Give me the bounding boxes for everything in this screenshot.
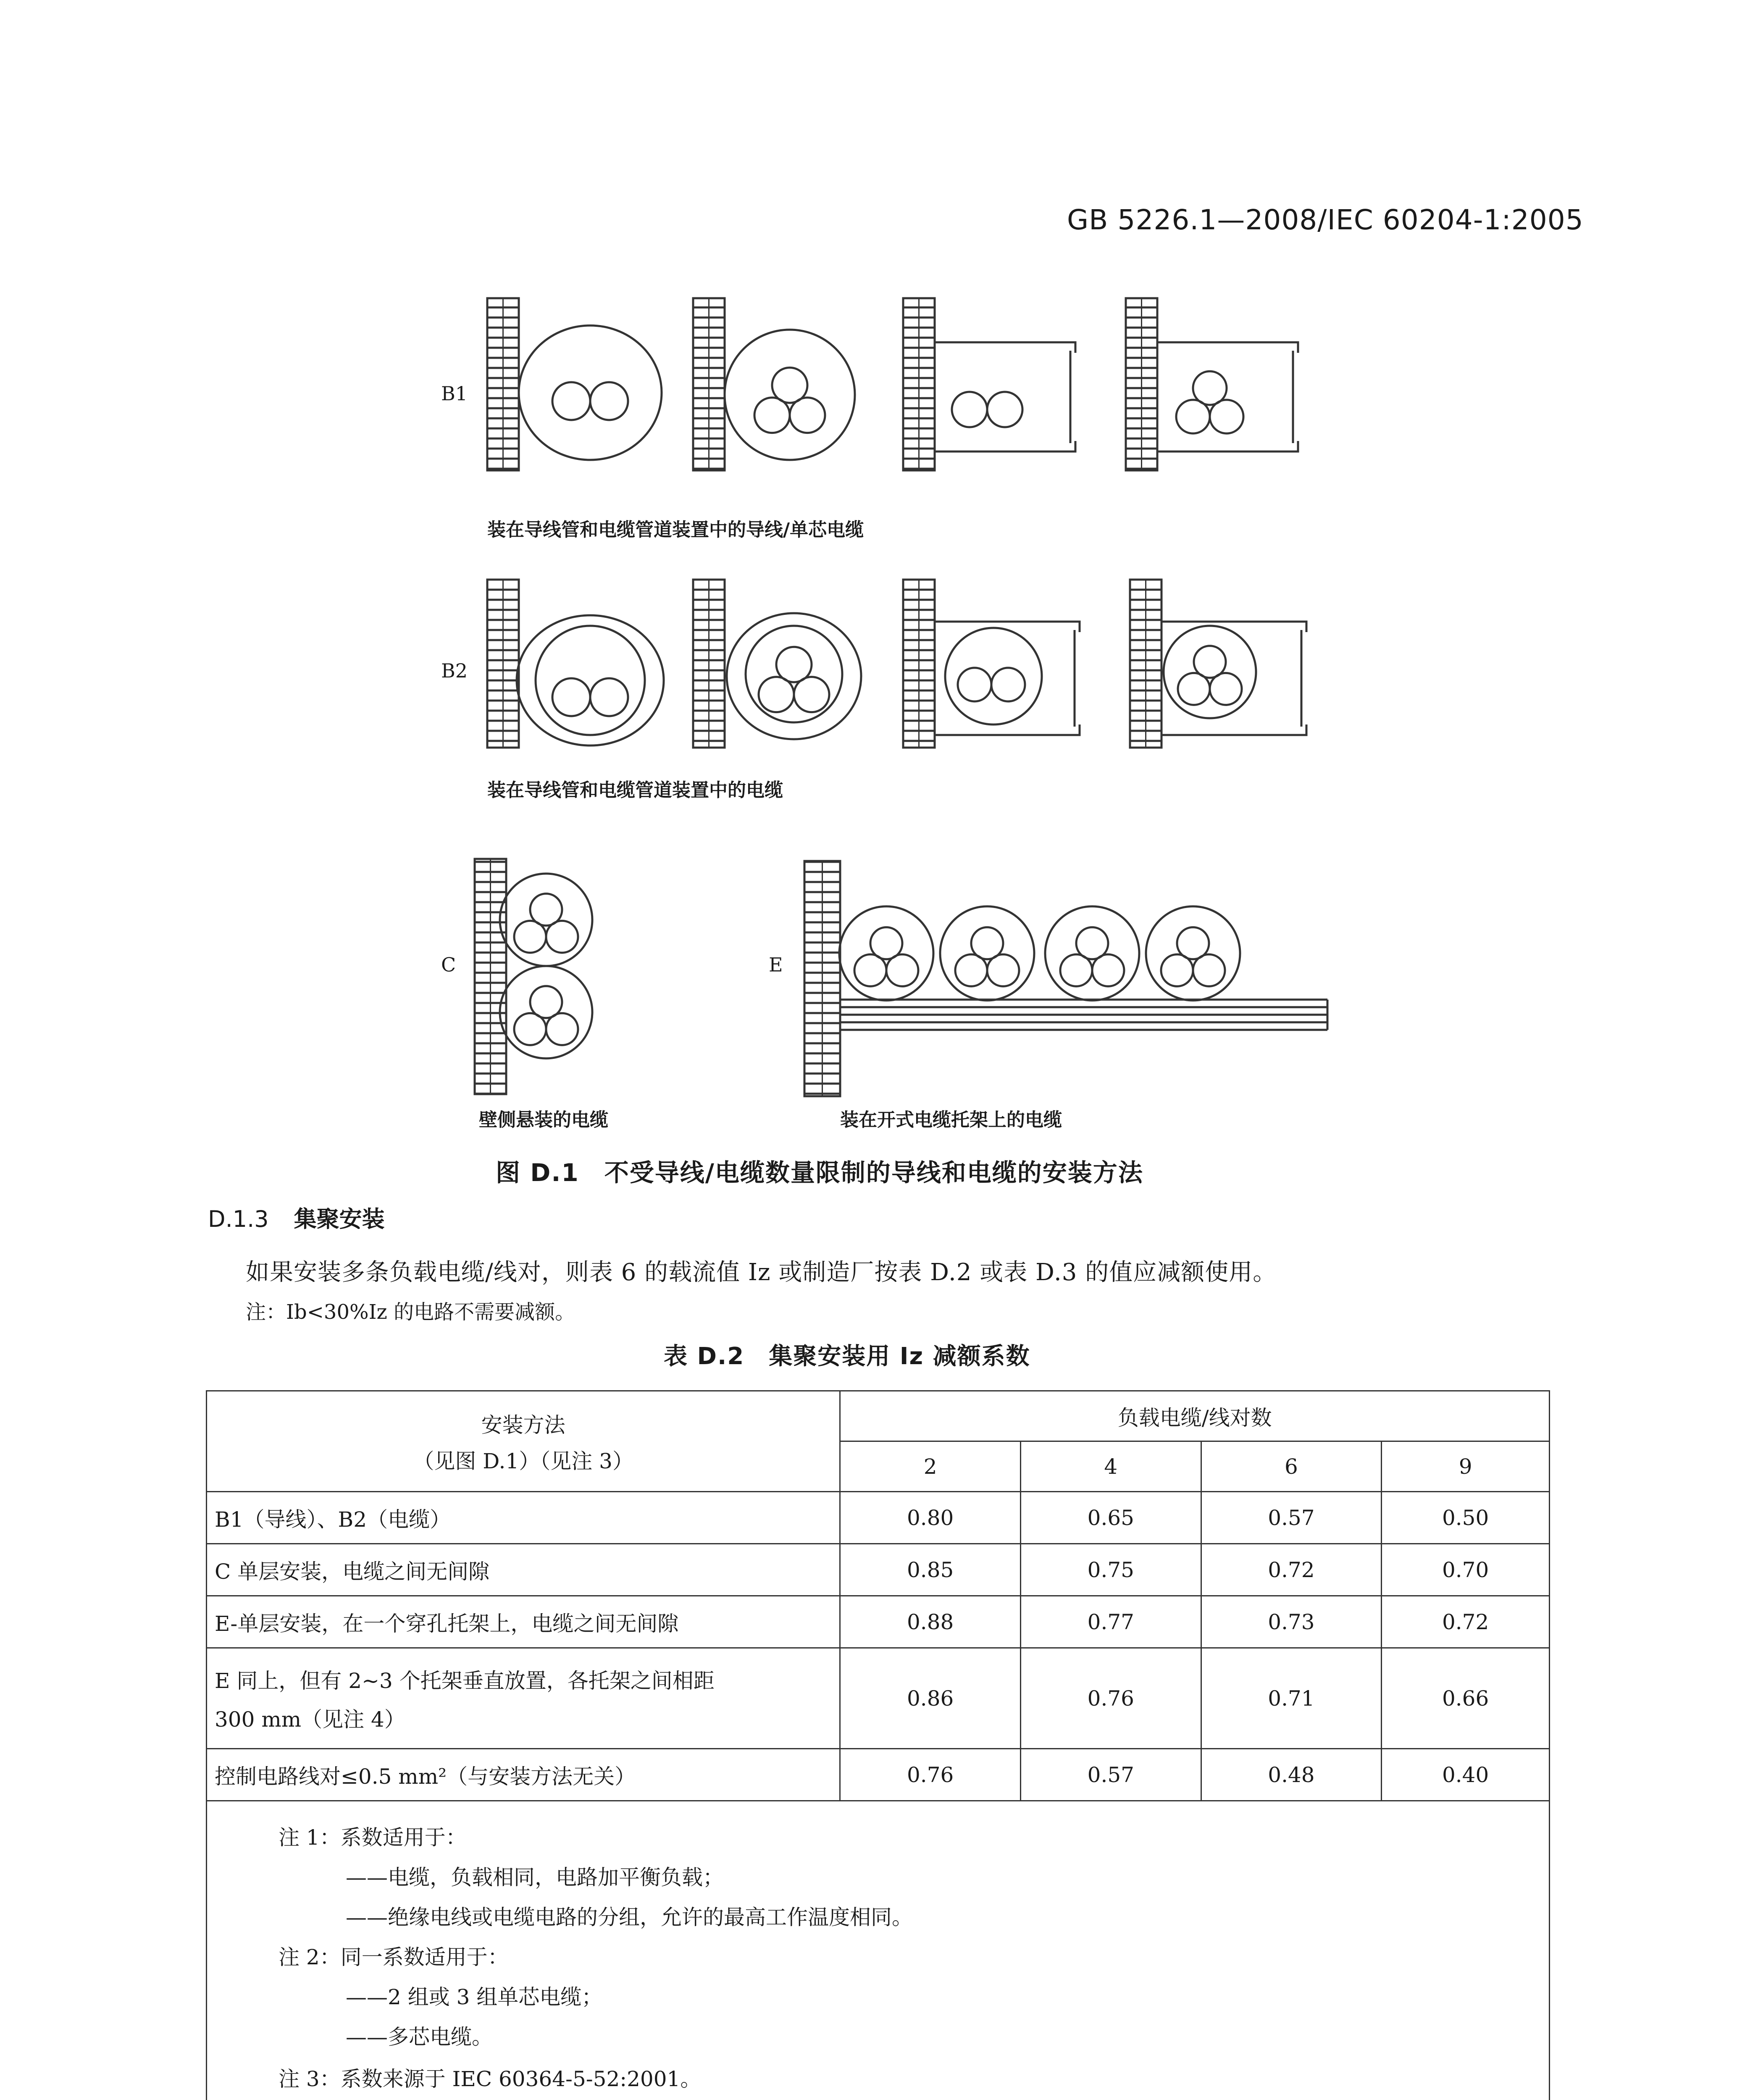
core-circle — [590, 382, 628, 420]
row-label: 控制电路线对≤0.5 mm²（与安装方法无关） — [207, 1749, 840, 1801]
table-cell: 0.57 — [1201, 1492, 1382, 1544]
row-label — [207, 1648, 840, 1749]
core-circle — [952, 392, 987, 427]
caption-e: 装在开式电缆托架上的电缆 — [840, 1109, 1062, 1131]
core-circle — [1210, 673, 1242, 705]
row-label-c: C — [441, 953, 456, 976]
row-label-line2: 300 mm（见注 4） — [215, 1707, 405, 1732]
row-label-line1: E 同上，但有 2~3 个托架垂直放置，各托架之间相距 — [215, 1668, 715, 1693]
note-1-item: ——电缆，负载相同，电路加平衡负载； — [346, 1865, 724, 1890]
table-cell: 0.66 — [1382, 1648, 1550, 1749]
table-cell: 0.70 — [1382, 1544, 1550, 1596]
column-header: 6 — [1201, 1441, 1382, 1492]
table-cell: 0.65 — [1020, 1492, 1201, 1544]
core-circle — [546, 1013, 578, 1045]
core-circle — [754, 398, 790, 433]
table-cell: 0.80 — [840, 1492, 1021, 1544]
table-title: 表 D.2 集聚安装用 Iz 减额系数 — [664, 1343, 1030, 1370]
row-label: E-单层安装，在一个穿孔托架上，电缆之间无间隙 — [207, 1596, 840, 1648]
core-circle — [552, 678, 590, 716]
header-method — [207, 1391, 840, 1492]
core-circle — [514, 921, 546, 953]
note-1: 注 1：系数适用于： — [279, 1825, 467, 1850]
core-circle — [794, 677, 829, 712]
cable-circle — [1045, 906, 1139, 1000]
core-circle — [991, 668, 1025, 701]
table-cell: 0.86 — [840, 1648, 1021, 1749]
duct-outline — [935, 342, 1075, 353]
core-circle — [886, 954, 918, 986]
header-count: 负载电缆/线对数 — [840, 1391, 1550, 1441]
note-3: 注 3：系数来源于 IEC 60364-5-52:2001。 — [279, 2067, 702, 2091]
table-cell: 0.75 — [1020, 1544, 1201, 1596]
cable-circle — [500, 966, 592, 1058]
table-cell: 0.77 — [1020, 1596, 1201, 1648]
section-title: 集聚安装 — [294, 1206, 385, 1232]
cable-circle — [839, 906, 933, 1000]
header-method-line1: 安装方法 — [481, 1412, 565, 1437]
duct-outline — [935, 441, 1075, 452]
cable-circle — [1164, 626, 1256, 718]
table-cell: 0.72 — [1382, 1596, 1550, 1648]
caption-c: 壁侧悬装的电缆 — [479, 1109, 608, 1131]
table-cell: 0.76 — [840, 1749, 1021, 1801]
conduit-circle — [725, 330, 855, 460]
column-header: 2 — [840, 1441, 1021, 1492]
cable-circle — [1146, 906, 1240, 1000]
section-paragraph: 如果安装多条负载电缆/线对，则表 6 的载流值 Iz 或制造厂按表 D.2 或表 D.3 的值应减额使用。 — [246, 1259, 1277, 1286]
row-label-b1: B1 — [441, 382, 468, 405]
table-row — [207, 1544, 1550, 1596]
conduit-ellipse — [517, 615, 664, 746]
column-header: 9 — [1382, 1441, 1550, 1492]
duct-outline — [1157, 441, 1298, 452]
table-row — [207, 1648, 1550, 1749]
core-circle — [552, 382, 590, 420]
standard-code: GB 5226.1—2008/IEC 60204-1:2005 — [1067, 204, 1584, 236]
column-header: 4 — [1020, 1441, 1201, 1492]
table-cell: 0.88 — [840, 1596, 1021, 1648]
duct-outline — [935, 724, 1080, 735]
table-cell: 0.73 — [1201, 1596, 1382, 1648]
note-2: 注 2：同一系数适用于： — [279, 1945, 509, 1969]
core-circle — [1161, 954, 1193, 986]
duct-outline — [1157, 342, 1298, 353]
table-cell: 0.85 — [840, 1544, 1021, 1596]
core-circle — [987, 392, 1022, 427]
derating-table — [206, 1390, 1550, 1801]
caption-b2: 装在导线管和电缆管道装置中的电缆 — [487, 780, 783, 801]
core-circle — [854, 954, 886, 986]
core-circle — [1060, 954, 1092, 986]
table-cell: 0.72 — [1201, 1544, 1382, 1596]
note-1-item: ——绝缘电线或电缆电路的分组，允许的最高工作温度相同。 — [346, 1905, 913, 1929]
core-circle — [955, 954, 987, 986]
cable-circle — [536, 626, 645, 735]
section-number: D.1.3 — [208, 1206, 269, 1232]
table-cell: 0.50 — [1382, 1492, 1550, 1544]
core-circle — [790, 398, 825, 433]
note-2-item: ——多芯电缆。 — [346, 2025, 493, 2049]
section-heading — [208, 1201, 385, 1234]
row-label-b2: B2 — [441, 659, 468, 682]
table-row — [207, 1596, 1550, 1648]
table-notes — [206, 1789, 1550, 2100]
core-circle — [1176, 400, 1210, 433]
core-circle — [590, 678, 628, 716]
row-label: C 单层安装，电缆之间无间隙 — [207, 1544, 840, 1596]
duct-outline — [1162, 724, 1306, 735]
note-2-item: ——2 组或 3 组单芯电缆； — [346, 1985, 603, 2009]
figure-title: 图 D.1 不受导线/电缆数量限制的导线和电缆的安装方法 — [496, 1158, 1143, 1187]
table-cell: 0.76 — [1020, 1648, 1201, 1749]
cable-circle — [746, 626, 842, 722]
core-circle — [514, 1013, 546, 1045]
header-method-line2: （见图 D.1）（见注 3） — [413, 1449, 633, 1473]
table-cell: 0.71 — [1201, 1648, 1382, 1749]
table-cell: 0.48 — [1201, 1749, 1382, 1801]
section-note: 注：Ib<30%Iz 的电路不需要减额。 — [246, 1300, 575, 1324]
table-row — [207, 1492, 1550, 1544]
cable-circle — [500, 874, 592, 966]
table-cell: 0.57 — [1020, 1749, 1201, 1801]
conduit-ellipse — [727, 613, 861, 739]
conduit-ellipse — [519, 326, 662, 460]
core-circle — [958, 668, 991, 701]
core-circle — [987, 954, 1019, 986]
row-label-e: E — [769, 953, 783, 976]
core-circle — [1092, 954, 1124, 986]
duct-outline — [1162, 622, 1306, 632]
row-label: B1（导线）、B2（电缆） — [207, 1492, 840, 1544]
table-cell: 0.40 — [1382, 1749, 1550, 1801]
cable-circle — [940, 906, 1034, 1000]
core-circle — [1193, 954, 1225, 986]
core-circle — [1178, 673, 1210, 705]
core-circle — [759, 677, 794, 712]
core-circle — [546, 921, 578, 953]
caption-b1: 装在导线管和电缆管道装置中的导线/单芯电缆 — [487, 519, 864, 541]
core-circle — [1210, 400, 1243, 433]
